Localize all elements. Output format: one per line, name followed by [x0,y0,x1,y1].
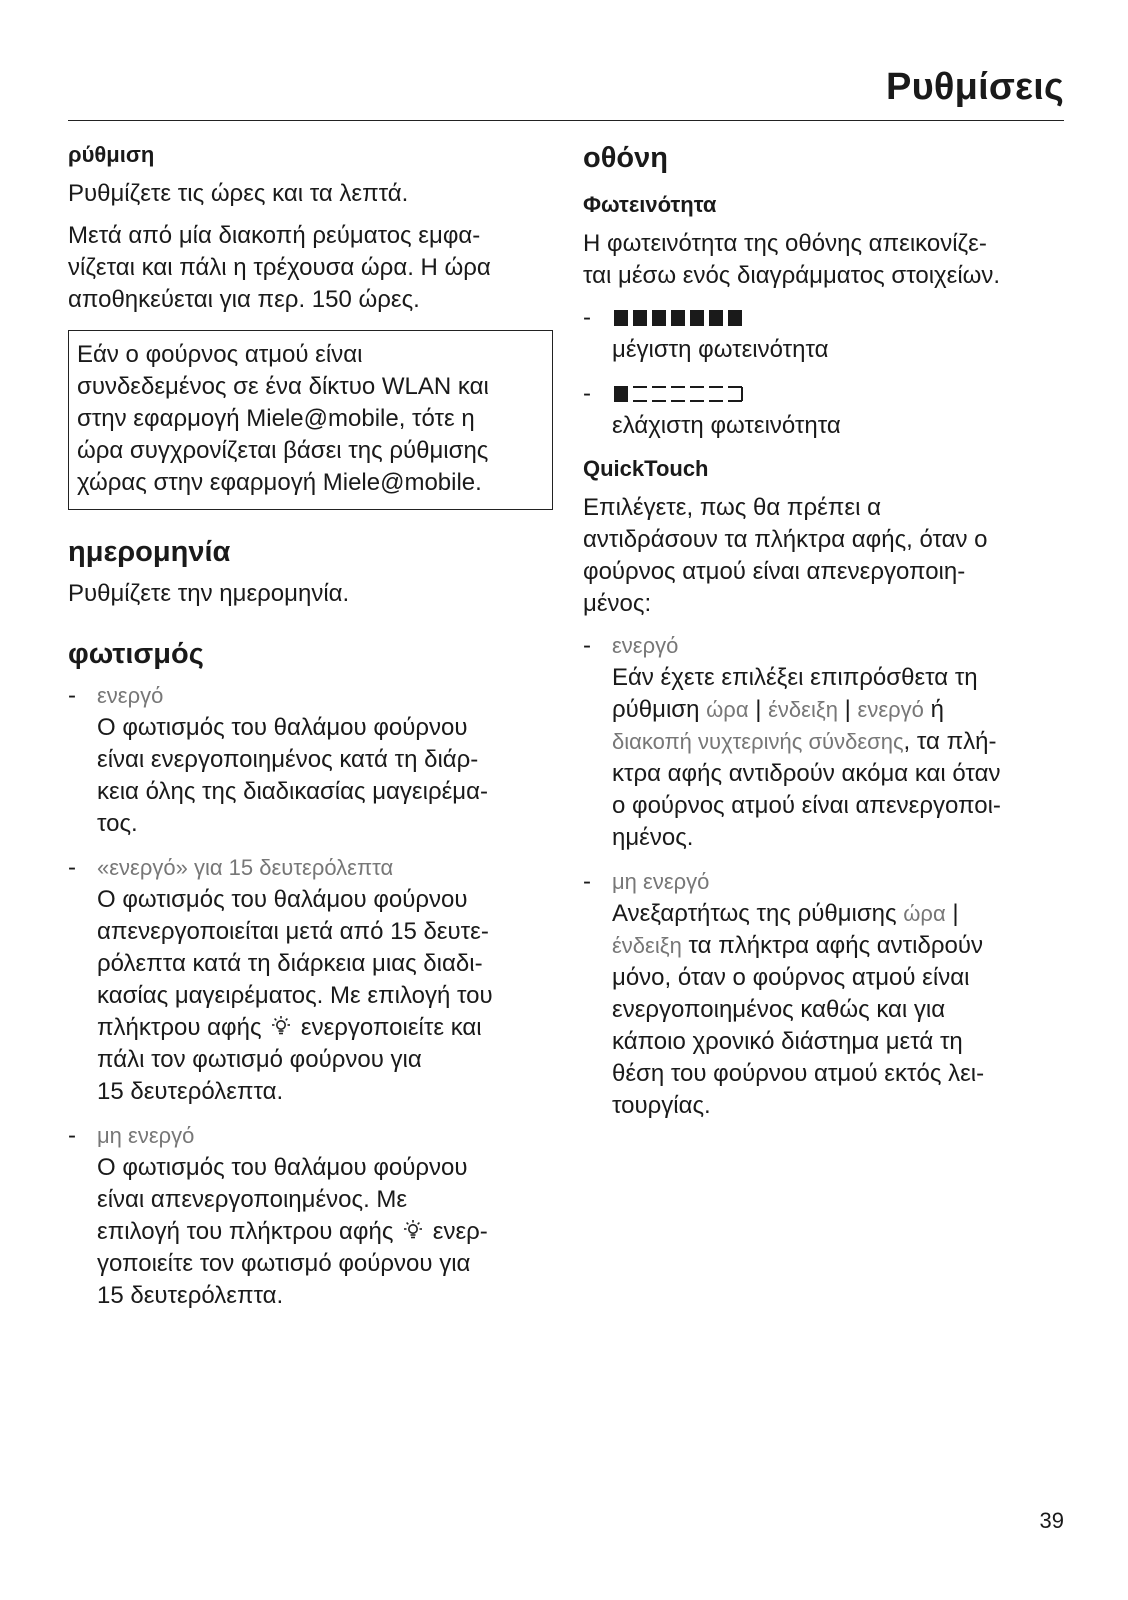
page-header [68,62,1064,121]
text-line: στην εφαρμογή Miele@mobile, τότε η [77,405,475,432]
text-line: 15 δευτερόλεπτα. [97,1282,284,1309]
list-dash: - [583,380,591,407]
text-line: επιλογή του πλήκτρου αφής [97,1218,394,1245]
light-bulb-icon [400,1218,426,1242]
list-dash: - [68,854,76,881]
text-line: θέση του φούρνου ατμού εκτός λει- [612,1060,985,1087]
date-heading: ημερομηνία [68,536,231,568]
brightness-heading: Φωτεινότητα [583,192,717,217]
setting-name: ένδειξη [612,933,682,958]
page-number: 39 [1039,1508,1064,1533]
text-line: χώρας στην εφαρμογή Miele@mobile. [77,469,482,496]
setting-name: ένδειξη [768,697,838,722]
brightness-segment-empty [652,387,666,401]
separator: | [755,696,762,723]
brightness-intro [583,228,1064,292]
text-line: ρύθμιση [612,696,700,723]
text-line: Μετά από μία διακοπή ρεύματος εμφα- [68,222,481,249]
brightness-options [583,302,1064,442]
separator: | [844,696,851,723]
time-setting-intro: Ρυθμίζετε τις ώρες και τα λεπτά. [68,180,409,207]
quicktouch-intro [583,492,1064,620]
text-line: είναι απενεργοποιημένος. Με [97,1186,408,1213]
right-column [583,140,1064,1134]
text-line: ται μέσω ενός διαγράμματος στοιχείων. [583,262,1001,289]
light-bulb-icon [268,1014,294,1038]
text-line: πάλι τον φωτισμό φούρνου για [97,1046,422,1073]
lighting-heading: φωτισμός [68,638,204,670]
brightness-segment-filled [652,310,666,326]
text-fragment: τα πλήκτρα αφής αντιδρούν [688,932,983,959]
brightness-segment-filled [614,310,628,326]
brightness-option-min [583,378,1064,442]
text-line: Ο φωτισμός του θαλάμου φούρνου [97,886,468,913]
brightness-bar-max [612,307,752,329]
option-text: ελάχιστη φωτεινότητα [612,412,841,439]
text-line: Η φωτεινότητα της οθόνης απεικονίζε- [583,230,987,257]
brightness-segment-filled [709,310,723,326]
text-line: Ο φωτισμός του θαλάμου φούρνου [97,714,468,741]
display-heading: οθόνη [583,142,668,174]
text-line: κάποιο χρονικό διάστημα μετά τη [612,1028,963,1055]
text-line: μόνο, όταν ο φούρνος ατμού είναι [612,964,970,991]
date-text: Ρυθμίζετε την ημερομηνία. [68,580,350,607]
list-dash: - [583,632,591,659]
quicktouch-option-off [583,866,1064,1122]
brightness-segment-empty [690,387,704,401]
text-line: αντιδράσουν τα πλήκτρα αφής, όταν ο [583,526,988,553]
brightness-option-max [583,302,1064,366]
option-label: μη ενεργό [97,1123,195,1148]
brightness-bar-min [612,383,752,405]
list-dash: - [583,868,591,895]
setting-name: ώρα [903,901,946,926]
text-line: γοποιείτε τον φωτισμό φούρνου για [97,1250,471,1277]
setting-name: διακοπή νυχτερινής σύνδεσης [612,729,904,754]
text-line: μένος: [583,590,652,617]
text-line: κασίας μαγειρέματος. Με επιλογή του [97,982,493,1009]
wlan-notice-box [68,330,553,510]
brightness-segment-filled [614,386,628,402]
text-line: κτρα αφής αντιδρούν ακόμα και όταν [612,760,1001,787]
text-line: ώρα συγχρονίζεται βάσει της ρύθμισης [77,437,489,464]
text-line: συνδεδεμένος σε ένα δίκτυο WLAN και [77,373,489,400]
text-line: τουργίας. [612,1092,711,1119]
text-line: φούρνος ατμού είναι απενεργοποιη- [583,558,966,585]
lighting-options [68,680,553,1312]
list-dash: - [68,1122,76,1149]
text-fragment: ή [930,696,944,723]
text-line: πλήκτρου αφής [97,1014,262,1041]
left-column [68,140,553,1324]
text-fragment: Ανεξαρτήτως της ρύθμισης [612,900,897,927]
setting-name: ώρα [706,697,749,722]
text-line: τος. [97,810,138,837]
time-setting-heading: ρύθμιση [68,142,155,167]
list-dash: - [68,682,76,709]
quicktouch-option-on [583,630,1064,854]
text-line: ημένος. [612,824,694,851]
option-label: ενεργό [97,683,164,708]
text-fragment: , τα πλή- [903,728,997,755]
page-title: Ρυθμίσεις [886,66,1064,108]
option-label: μη ενεργό [612,869,710,894]
brightness-segment-empty [633,387,647,401]
text-line: ενερ- [432,1218,488,1245]
time-setting-power-note [68,220,553,316]
setting-name: ενεργό [857,697,924,722]
quicktouch-heading: QuickTouch [583,456,709,481]
list-dash: - [583,304,591,331]
lighting-option-on [68,680,553,840]
separator: | [952,900,959,927]
text-line: αποθηκεύεται για περ. 150 ώρες. [68,286,420,313]
text-line: νίζεται και πάλι η τρέχουσα ώρα. Η ώρα [68,254,491,281]
brightness-segment-empty [671,387,685,401]
brightness-segment-filled [671,310,685,326]
text-line: ρόλεπτα κατά τη διάρκεια μιας διαδι- [97,950,483,977]
text-line: 15 δευτερόλεπτα. [97,1078,284,1105]
text-line: Εάν έχετε επιλέξει επιπρόσθετα τη [612,664,978,691]
text-line: απενεργοποιείται μετά από 15 δευτε- [97,918,489,945]
lighting-option-15s [68,852,553,1108]
lighting-option-off [68,1120,553,1312]
text-line: κεια όλης της διαδικασίας μαγειρέμα- [97,778,488,805]
text-line: ενεργοποιημένος καθώς και για [612,996,946,1023]
text-line: ο φούρνος ατμού είναι απενεργοποι- [612,792,1001,819]
text-line: Επιλέγετε, πως θα πρέπει α [583,494,881,521]
brightness-segment-filled [633,310,647,326]
text-line: είναι ενεργοποιημένος κατά τη διάρ- [97,746,479,773]
option-text: μέγιστη φωτεινότητα [612,336,829,363]
brightness-segment-empty [728,387,742,401]
text-line: Εάν ο φούρνος ατμού είναι [77,341,363,368]
brightness-segment-filled [728,310,742,326]
brightness-segment-empty [709,387,723,401]
option-label: «ενεργό» για 15 δευτερόλεπτα [97,855,394,880]
quicktouch-options [583,630,1064,1122]
text-line: ενεργοποιείτε και [300,1014,482,1041]
option-label: ενεργό [612,633,679,658]
text-line: Ο φωτισμός του θαλάμου φούρνου [97,1154,468,1181]
brightness-segment-filled [690,310,704,326]
